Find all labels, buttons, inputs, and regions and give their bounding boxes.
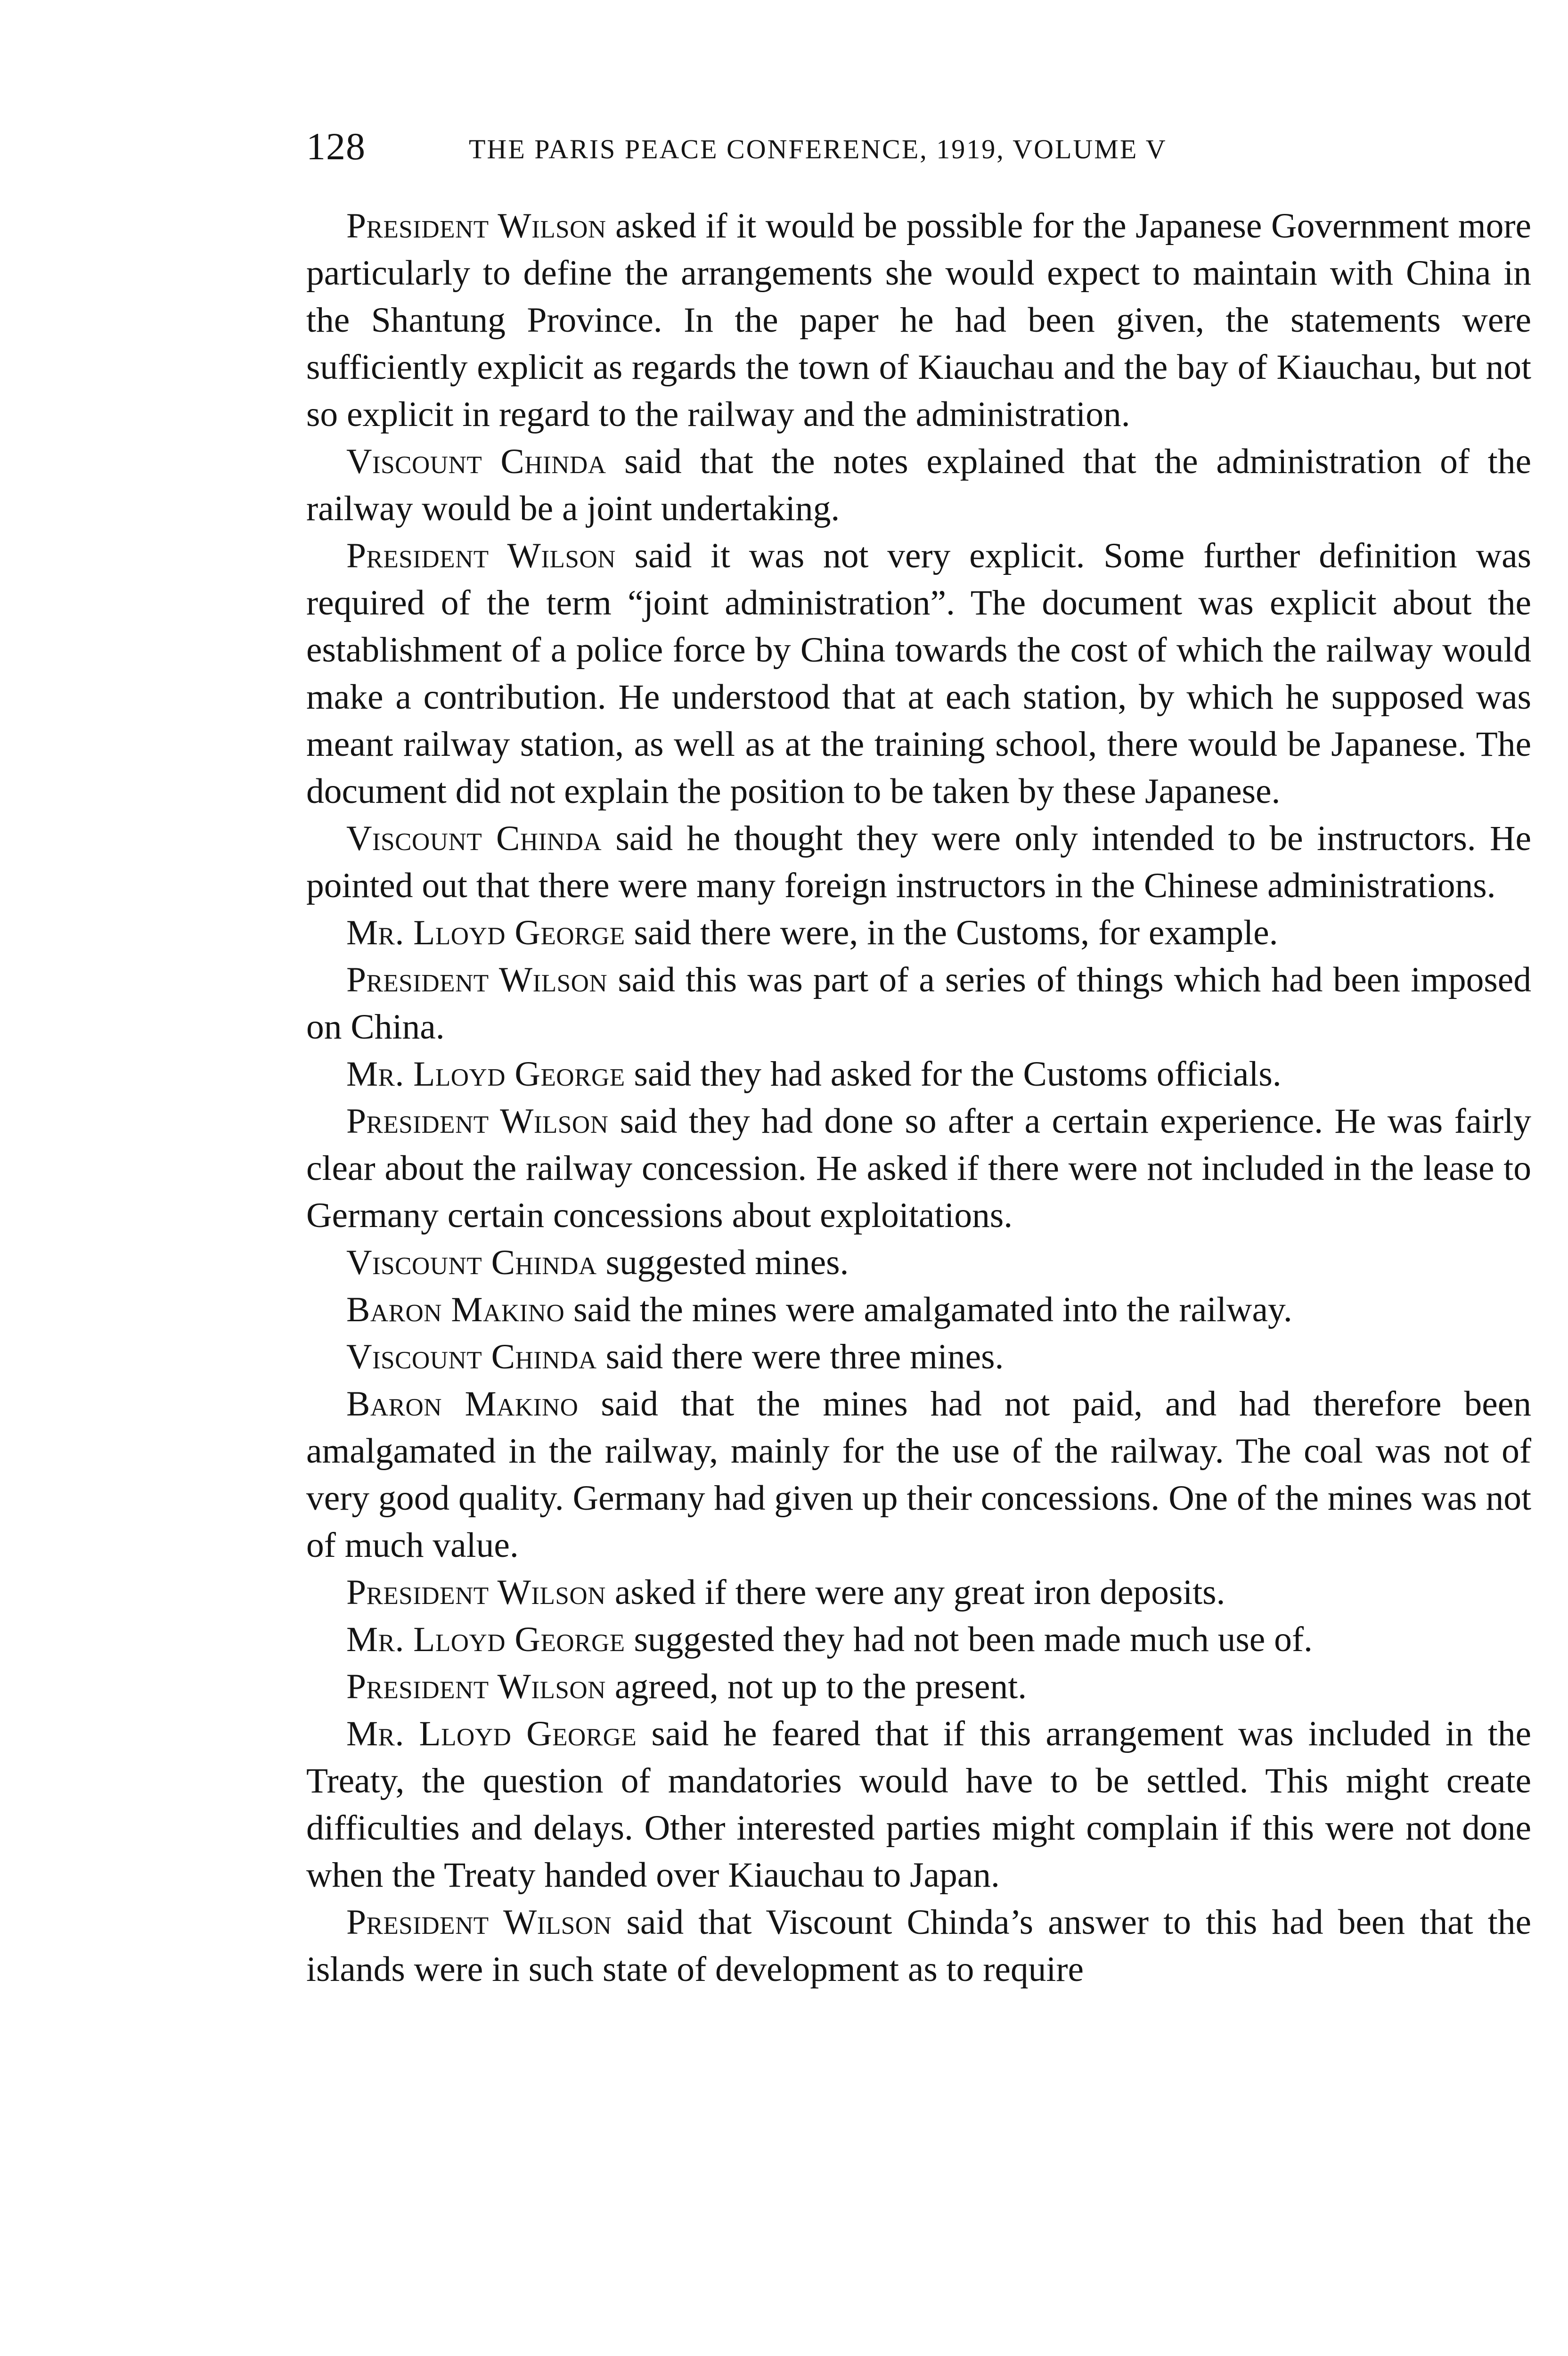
speaker-name: Viscount Chinda xyxy=(346,1337,597,1376)
paragraph xyxy=(306,957,1531,1051)
paragraph xyxy=(306,1616,1531,1663)
paragraph-text: suggested they had not been made much use of. xyxy=(625,1620,1313,1659)
speaker-name: Viscount Chinda xyxy=(346,442,606,481)
speaker-name: President Wilson xyxy=(346,206,606,245)
paragraph xyxy=(306,1286,1531,1333)
paragraph xyxy=(306,1899,1531,1993)
paragraph-text: said they had asked for the Customs officials. xyxy=(625,1055,1282,1094)
speaker-name: Viscount Chinda xyxy=(346,819,602,858)
paragraph-text: asked if it would be possible for the Japanese Government more particularly to define the arrangements she would expect to maintain with China in the Shantung Province. In the paper he had been given, the statements were sufficiently explicit as regards the town of Kiauchau and the bay of Kiauchau, but not so explicit in regard to the railway and the administration. xyxy=(306,206,1531,434)
paragraph-text: said this was part of a series of things which had been imposed on China. xyxy=(306,960,1531,1047)
paragraph xyxy=(306,815,1531,909)
document-page xyxy=(306,127,1531,1993)
paragraph xyxy=(306,203,1531,438)
running-title: THE PARIS PEACE CONFERENCE, 1919, VOLUME V xyxy=(469,134,1167,164)
paragraph-text: said the mines were amalgamated into the railway. xyxy=(564,1290,1292,1329)
paragraph xyxy=(306,1381,1531,1569)
paragraph-text: agreed, not up to the present. xyxy=(605,1667,1027,1706)
paragraph-text: said he thought they were only intended to be instructors. He pointed out that there were many foreign instructors in the Chinese administrations. xyxy=(306,819,1531,905)
body-text xyxy=(306,203,1531,1993)
speaker-name: Mr. Lloyd George xyxy=(346,1055,625,1094)
paragraph xyxy=(306,1051,1531,1098)
paragraph xyxy=(306,1710,1531,1899)
speaker-name: Baron Makino xyxy=(346,1384,579,1423)
paragraph-text: said there were three mines. xyxy=(596,1337,1004,1376)
paragraph-text: said they had done so after a certain experience. He was fairly clear about the railway concession. He asked if there were not included in the lease to Germany certain concessions about exploitations. xyxy=(306,1102,1531,1235)
speaker-name: President Wilson xyxy=(346,1573,606,1612)
paragraph-text: said that the mines had not paid, and had therefore been amalgamated in the railway, mainly for the use of the railway. The coal was not of very good quality. Germany had given up their concessions. One of the mines was not of much value. xyxy=(306,1384,1531,1565)
paragraph xyxy=(306,1663,1531,1710)
paragraph xyxy=(306,1098,1531,1239)
speaker-name: President Wilson xyxy=(346,1667,606,1706)
speaker-name: President Wilson xyxy=(346,536,616,575)
speaker-name: Viscount Chinda xyxy=(346,1243,597,1282)
speaker-name: Mr. Lloyd George xyxy=(346,1620,625,1659)
paragraph xyxy=(306,1569,1531,1616)
paragraph-text: said that Viscount Chinda’s answer to this had been that the islands were in such state of development as to require xyxy=(306,1903,1531,1989)
paragraph-text: said there were, in the Customs, for example. xyxy=(625,913,1278,952)
paragraph xyxy=(306,1333,1531,1381)
paragraph-text: said it was not very explicit. Some further definition was required of the term “joint administration”. The document was explicit about the establishment of a police force by China towards the cost of which the railway would make a contribution. He understood that at each station, by which he supposed was meant railway station, as well as at the training school, there would be Japanese. The document did not explain the position to be taken by these Japanese. xyxy=(306,536,1531,811)
speaker-name: Mr. Lloyd George xyxy=(346,913,625,952)
paragraph xyxy=(306,909,1531,957)
paragraph xyxy=(306,532,1531,815)
speaker-name: President Wilson xyxy=(346,1102,609,1141)
speaker-name: President Wilson xyxy=(346,960,608,999)
speaker-name: Mr. Lloyd George xyxy=(346,1714,637,1753)
paragraph xyxy=(306,438,1531,532)
running-head xyxy=(306,127,1531,184)
paragraph-text: said that the notes explained that the administration of the railway would be a joint undertaking. xyxy=(306,442,1531,528)
speaker-name: President Wilson xyxy=(346,1903,612,1942)
paragraph xyxy=(306,1239,1531,1286)
paragraph-text: suggested mines. xyxy=(596,1243,849,1282)
paragraph-text: asked if there were any great iron deposits. xyxy=(605,1573,1225,1612)
paragraph-text: said he feared that if this arrangement was included in the Treaty, the question of mandatories would have to be settled. This might create difficulties and delays. Other interested parties might complain if this were not done when the Treaty handed over Kiauchau to Japan. xyxy=(306,1714,1531,1895)
speaker-name: Baron Makino xyxy=(346,1290,565,1329)
page-number: 128 xyxy=(306,125,366,168)
